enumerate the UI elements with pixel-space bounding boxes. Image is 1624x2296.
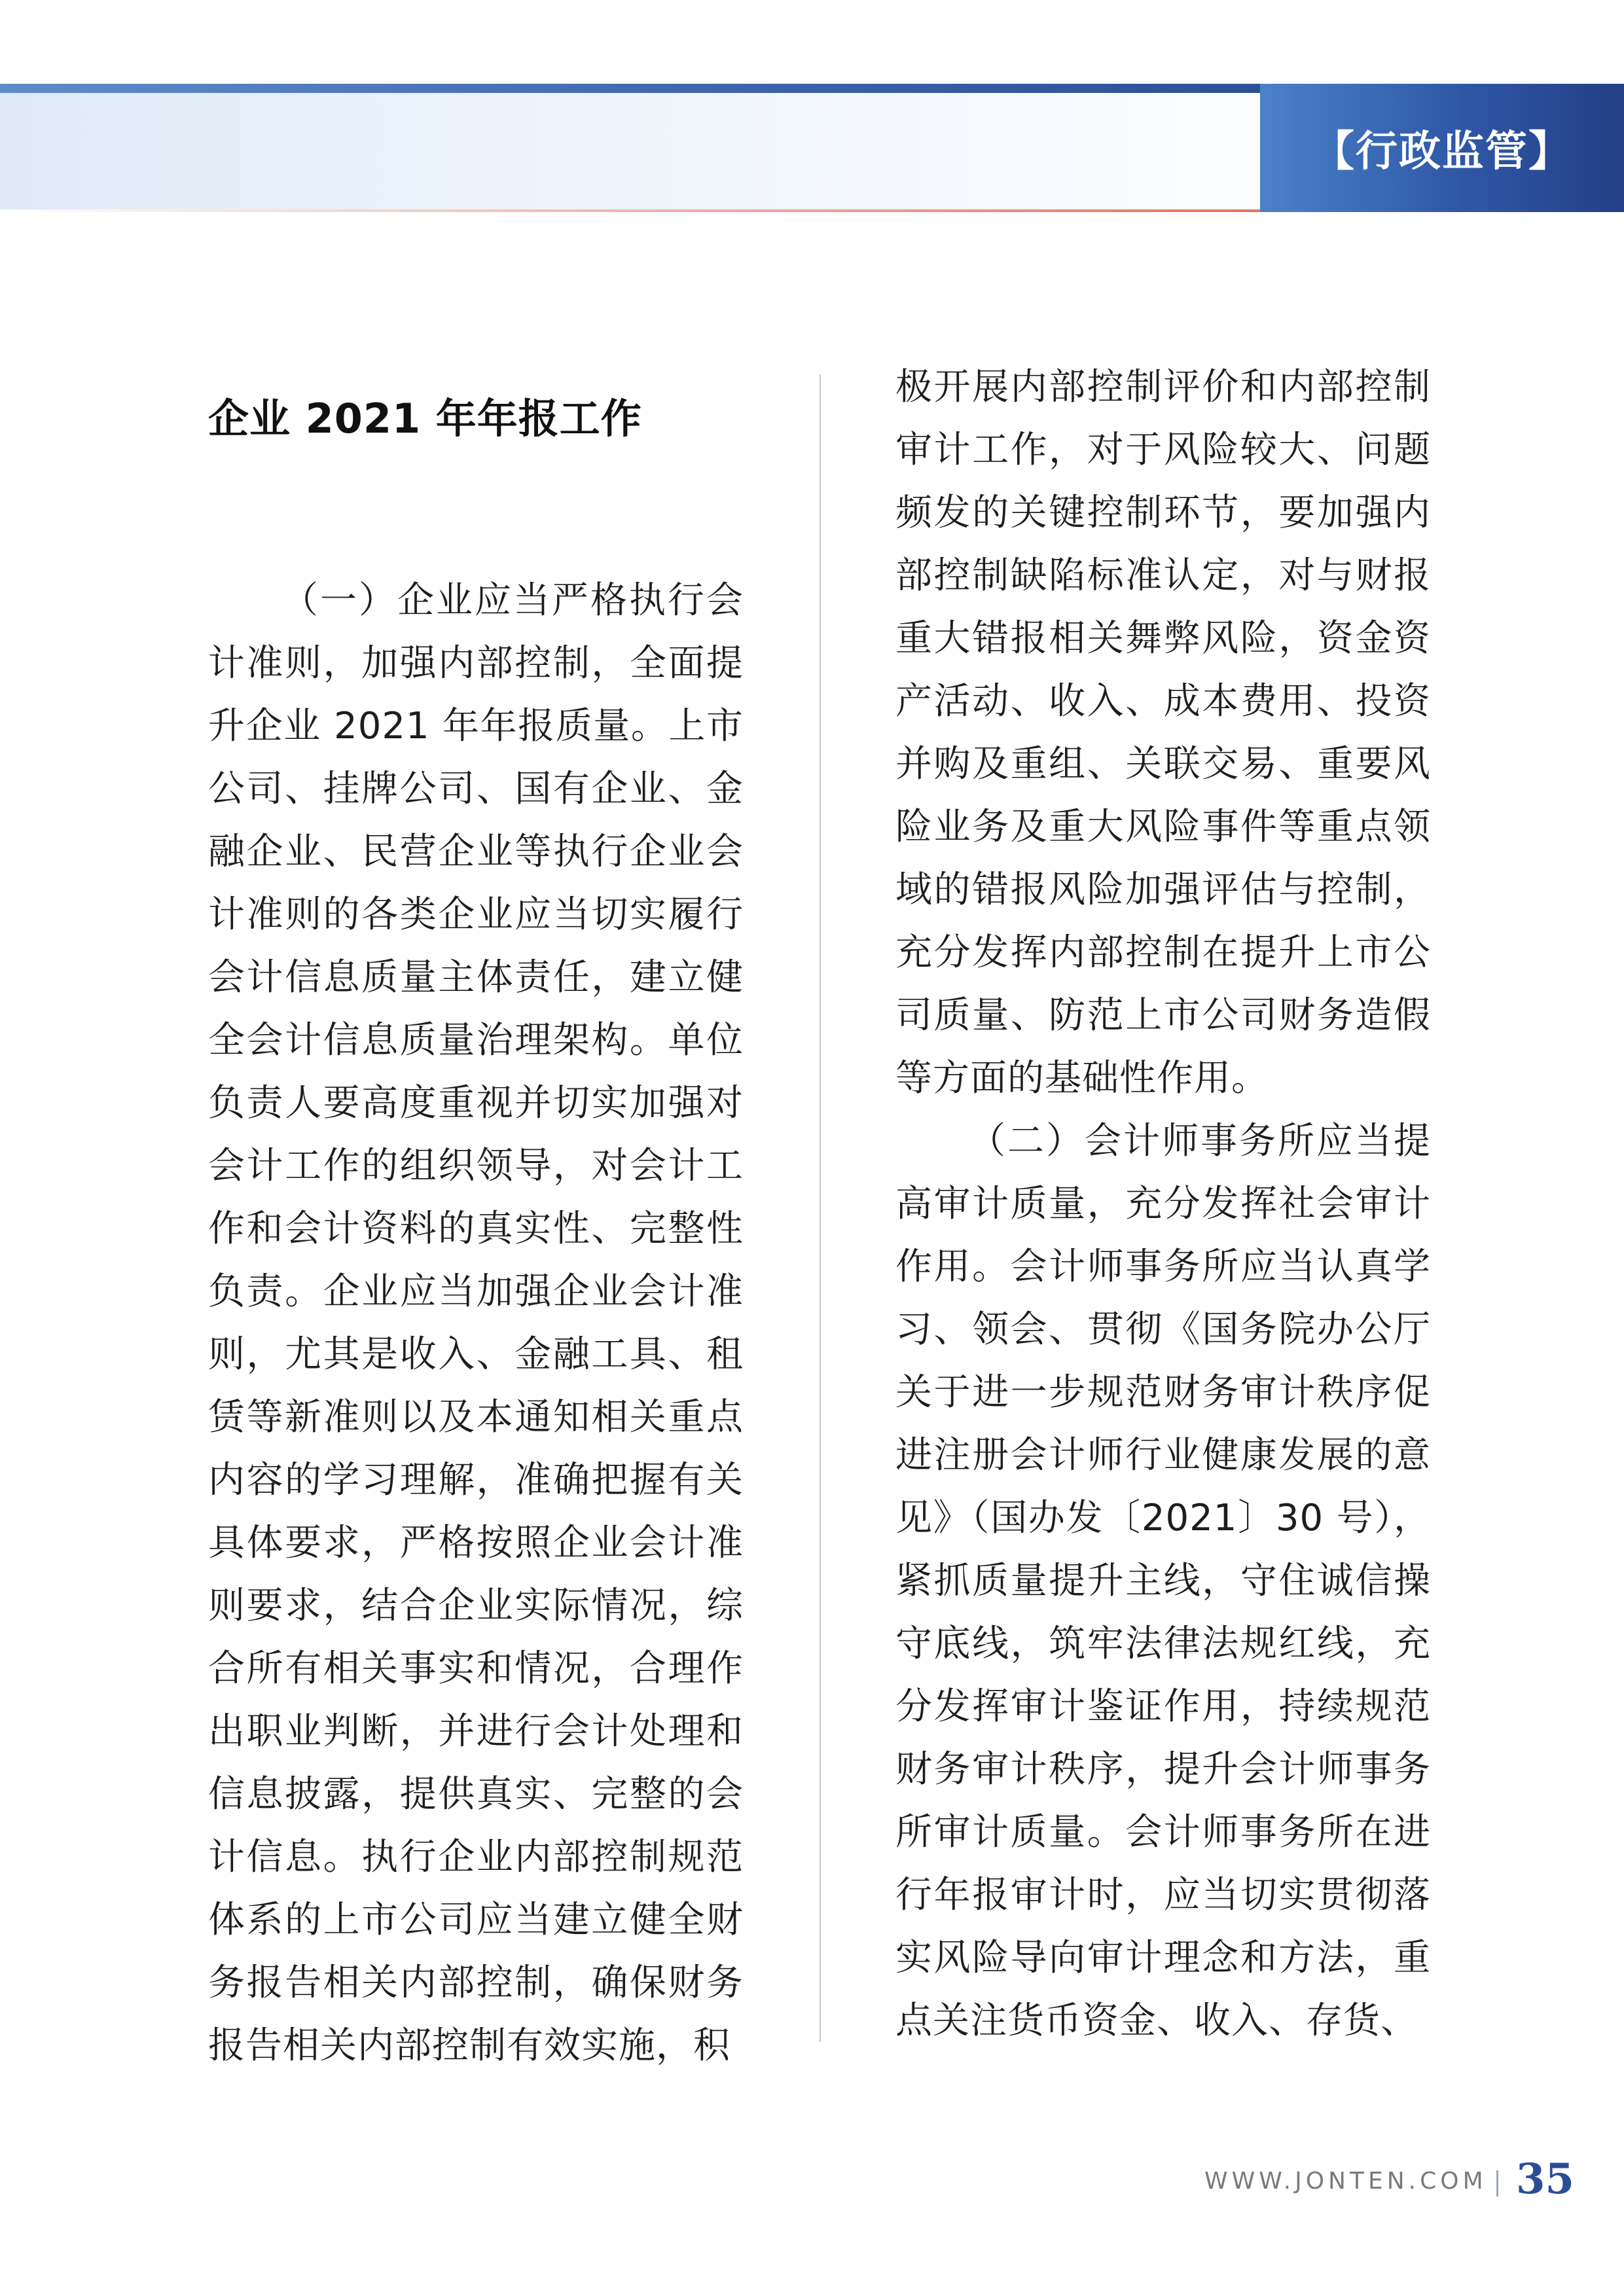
paragraph-one-continued: 极开展内部控制评价和内部控制审计工作，对于风险较大、问题频发的关键控制环节，要加强内部控制缺陷标准认定，对与财报重大错报相关舞弊风险，资金资产活动、收入、成本费用、投资并购及重组、关联交易、重要风险业务及重大风险事件等重点领域的错报风险加强评估与控制，充分发挥内部控制在提升上市公司质量、防范上市公司财务造假等方面的基础性作用。	[895, 366, 1431, 1100]
header-top-rule	[0, 84, 1260, 93]
footer-website: WWW.JONTEN.COM	[1204, 2168, 1487, 2195]
header-accent-rule	[0, 209, 1260, 212]
header-band	[0, 84, 1260, 212]
section-tag: 【行政监管】	[1260, 84, 1624, 212]
right-column	[895, 356, 1431, 2053]
page-number: 35	[1516, 2155, 1575, 2204]
paragraph-one: （一）企业应当严格执行会计准则，加强内部控制，全面提升企业 2021 年年报质量。上市公司、挂牌公司、国有企业、金融企业、民营企业等执行企业会计准则的各类企业应当切实履行会计信息质量主体责任，建立健全会计信息质量治理架构。单位负责人要高度重视并切实加强对会计工作的组织领导，对会计工作和会计资料的真实性、完整性负责。企业应当加强企业会计准则，尤其是收入、金融工具、租赁等新准则以及本通知相关重点内容的学习理解，准确把握有关具体要求，严格按照企业会计准则要求，结合企业实际情况，综合所有相关事实和情况，合理作出职业判断，并进行会计处理和信息披露，提供真实、完整的会计信息。执行企业内部控制规范体系的上市公司应当建立健全财务报告相关内部控制，确保财务报告相关内部控制有效实施，积	[208, 579, 744, 2067]
paragraph-two: （二）会计师事务所应当提高审计质量，充分发挥社会审计作用。会计师事务所应当认真学习、领会、贯彻《国务院办公厅关于进一步规范财务审计秩序促进注册会计师行业健康发展的意见》（国办发〔2021〕30 号），紧抓质量提升主线，守住诚信操守底线，筑牢法律法规红线，充分发挥审计鉴证作用，持续规范财务审计秩序，提升会计师事务所审计质量。会计师事务所在进行年报审计时，应当切实贯彻落实风险导向审计理念和方法，重点关注货币资金、收入、存货、	[895, 1120, 1431, 2042]
left-column	[208, 386, 744, 2077]
section-heading: 企业 2021 年年报工作	[208, 395, 642, 442]
column-divider	[820, 374, 821, 2042]
footer-separator	[1496, 2170, 1498, 2197]
